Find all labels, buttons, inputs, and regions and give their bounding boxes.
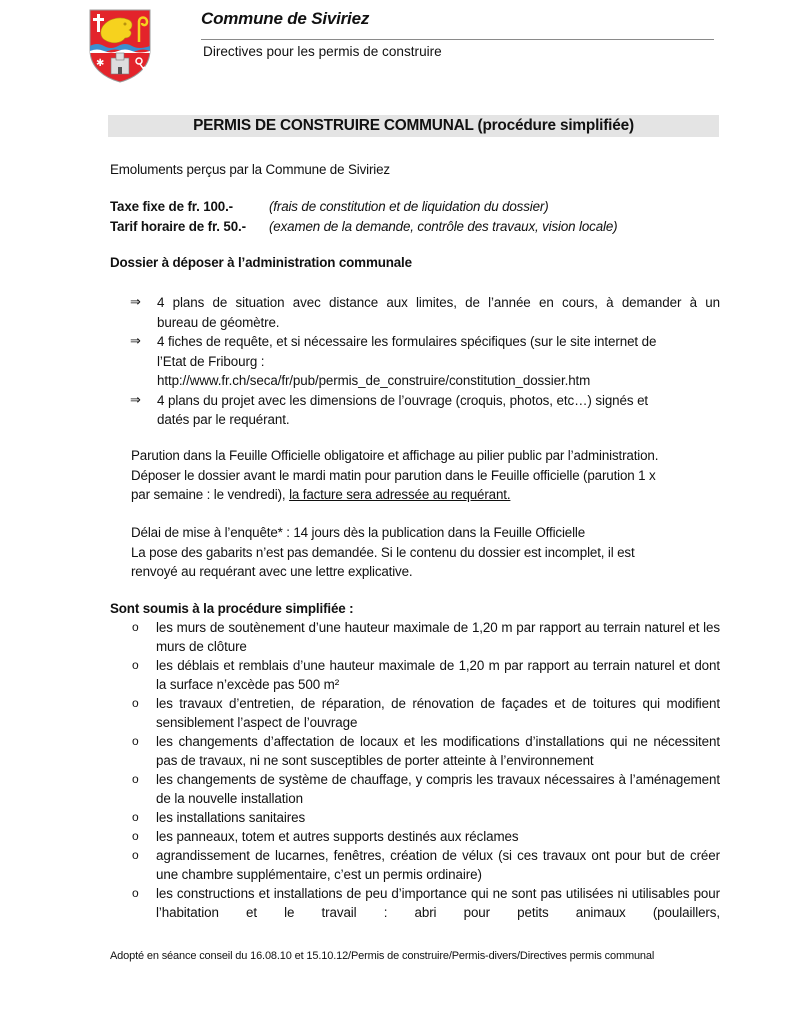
list-item [130, 332, 720, 391]
circle-bullet-icon: o [132, 696, 139, 710]
fee-label: Tarif horaire de fr. 50.- [110, 218, 246, 234]
list-item [130, 846, 720, 884]
double-arrow-icon: ⇒ [130, 392, 141, 408]
double-arrow-icon: ⇒ [130, 295, 141, 310]
list-item [130, 884, 720, 922]
canton-url-link[interactable]: http://www.fr.ch/seca/fr/pub/permis_de_construire/constitution_dossier.htm [157, 373, 591, 388]
list-item [130, 618, 720, 656]
double-arrow-icon: ⇒ [130, 334, 141, 349]
list-item [130, 391, 720, 430]
document-subtitle: Directives pour les permis de construire [203, 44, 442, 59]
shield-icon [87, 8, 153, 84]
procedure-list [130, 618, 720, 922]
list-item-text: les déblais et remblais d’une hauteur maximale de 1,20 m par rapport au terrain naturel et dont la surface n’excède pas 500 m² [156, 658, 720, 692]
circle-bullet-icon: o [132, 620, 139, 634]
circle-bullet-icon: o [132, 848, 139, 862]
list-item-text: agrandissement de lucarnes, fenêtres, création de vélux (si ces travaux ont pour but de créer une chambre supplémentaire, c’est un permis ordinaire) [156, 848, 720, 882]
paragraph-text: par semaine : le vendredi), [131, 487, 290, 502]
invoice-note: la facture sera adressée au requérant. [289, 487, 511, 502]
header-divider [201, 39, 714, 40]
svg-text:✱: ✱ [96, 58, 105, 69]
list-item-line: bureau de géomètre. [157, 314, 280, 330]
page-footer: Adopté en séance conseil du 16.08.10 et 15.10.12/Permis de construire/Permis-divers/Directives permis communal [110, 950, 655, 962]
fee-label: Taxe fixe de fr. 100.- [110, 199, 233, 214]
circle-bullet-icon: o [132, 772, 139, 786]
list-item [130, 808, 720, 827]
fee-row [110, 217, 718, 237]
delai-paragraph [131, 523, 721, 582]
list-item-text: les travaux d’entretien, de réparation, de rénovation de façades et de toitures qui modifient sensiblement l’aspect de l’ouvrage [156, 696, 720, 730]
list-item-line: datés par le requérant. [157, 412, 290, 427]
page-title: PERMIS DE CONSTRUIRE COMMUNAL (procédure simplifiée) [108, 115, 719, 137]
fee-description: (frais de constitution et de liquidation du dossier) [269, 199, 549, 214]
list-item-text: les murs de soutènement d’une hauteur maximale de 1,20 m par rapport au terrain naturel et les murs de clôture [156, 620, 720, 654]
list-item-text: les installations sanitaires [156, 810, 306, 825]
paragraph-line [131, 485, 721, 505]
list-item [130, 770, 720, 808]
circle-bullet-icon: o [132, 734, 139, 748]
list-item-line: l’Etat de Fribourg : [157, 353, 265, 369]
circle-bullet-icon: o [132, 810, 139, 824]
list-item-text: les changements d’affectation de locaux et les modifications d’installations qui ne nécessitent pas de travaux, ni ne sont susceptibles de porter atteinte à l’environnement [156, 734, 720, 768]
fee-row [110, 197, 718, 217]
procedure-heading: Sont soumis à la procédure simplifiée : [110, 601, 354, 616]
dossier-list [130, 293, 720, 430]
list-item [130, 732, 720, 770]
commune-name: Commune de Siviriez [201, 9, 370, 28]
list-item [130, 656, 720, 694]
list-item [130, 293, 720, 332]
paragraph-line: renvoyé au requérant avec une lettre explicative. [131, 564, 413, 579]
paragraph-line: Délai de mise à l’enquête* : 14 jours dès la publication dans la Feuille Officielle [131, 525, 586, 540]
list-item-line: 4 fiches de requête, et si nécessaire les formulaires spécifiques (sur le site internet de [157, 334, 657, 349]
circle-bullet-icon: o [132, 658, 139, 672]
fee-description: (examen de la demande, contrôle des travaux, vision locale) [269, 218, 618, 234]
emoluments-intro: Emoluments perçus par la Commune de Siviriez [110, 162, 390, 177]
list-item-line: 4 plans de situation avec distance aux limites, de l’année en cours, à demander à un [157, 295, 720, 310]
list-item-text: les constructions et installations de peu d’importance qui ne sont pas utilisées ni utilisables pour l’habitation et le travail : abri pour petits animaux (poulaillers, [156, 886, 720, 920]
list-item-text: les panneaux, totem et autres supports destinés aux réclames [156, 829, 519, 844]
parution-paragraph [131, 446, 721, 505]
list-item [130, 827, 720, 846]
circle-bullet-icon: o [132, 886, 139, 900]
circle-bullet-icon: o [132, 829, 139, 843]
list-item-line: 4 plans du projet avec les dimensions de l’ouvrage (croquis, photos, etc…) signés et [157, 392, 649, 408]
fees-table [110, 197, 718, 236]
paragraph-line: Déposer le dossier avant le mardi matin pour parution dans le Feuille officielle (parution 1 x [131, 467, 656, 483]
list-item [130, 694, 720, 732]
list-item-text: les changements de système de chauffage, y compris les travaux nécessaires à l’aménagement de la nouvelle installation [156, 772, 720, 806]
paragraph-line: Parution dans la Feuille Officielle obligatoire et affichage au pilier public par l’administration. [131, 448, 659, 463]
coat-of-arms-logo [87, 8, 153, 84]
paragraph-line: La pose des gabarits n’est pas demandée. Si le contenu du dossier est incomplet, il est [131, 544, 635, 560]
dossier-heading: Dossier à déposer à l’administration communale [110, 255, 412, 270]
